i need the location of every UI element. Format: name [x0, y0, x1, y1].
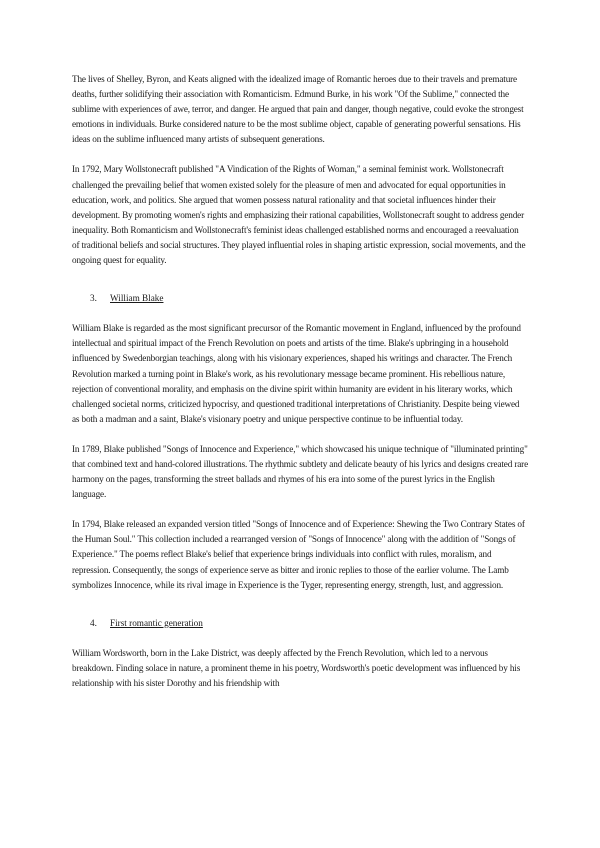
paragraph: William Wordsworth, born in the Lake District, was deeply affected by the French Revolution, which led to a nervous breakdown. Finding solace in nature, a prominent theme in his poetry, Wordsworth's poetic development was influenced by his relationship with his sister Dorothy and his friendship with: [72, 647, 521, 688]
section-title: First romantic generation: [110, 617, 203, 628]
paragraph: In 1792, Mary Wollstonecraft published "A Vindication of the Rights of Woman," a seminal feminist work. Wollstonecraft challenged the prevailing belief that women existed solely for the pleasure of men and advocated for equal opportunities in education, work, and politics. She argued that women possess natural rationality and that societal influences hinder their development. By promoting women's rights and emphasizing their rational capabilities, Wollstonecraft sought to address gender inequality. Both Romanticism and Wollstonecraft's feminist ideas challenged established norms and encouraged a reevaluation of traditional beliefs and social structures. They played influential roles in shaping artistic expression, social movements, and the ongoing quest for equality.: [72, 164, 526, 266]
paragraph: In 1794, Blake released an expanded version titled "Songs of Innocence and of Experience: Shewing the Two Contrary States of the Human Soul." This collection included a rearranged version of "Songs of Innocence" along with the addition of "Songs of Experience." The poems reflect Blake's belief that experience brings individuals into conflict with rules, moralism, and repression. Consequently, the songs of experience serve as bitter and ironic replies to those of the earlier volume. The Lamb symbolizes Innocence, while its rival image in Experience is the Tyger, representing energy, strength, lust, and aggression.: [72, 519, 525, 590]
paragraph: The lives of Shelley, Byron, and Keats aligned with the idealized image of Romantic heroes due to their travels and premature deaths, further solidifying their association with Romanticism. Edmund Burke, in his work "Of the Sublime," connected the sublime with experiences of awe, terror, and danger. He argued that pain and danger, though negative, could evoke the strongest emotions in individuals. Burke considered nature to be the most sublime object, capable of generating powerful sensations. His ideas on the sublime influenced many artists of subsequent generations.: [72, 74, 524, 145]
paragraph: In 1789, Blake published "Songs of Innocence and Experience," which showcased his unique technique of "illuminated printing" that combined text and hand-colored illustrations. The rhythmic subtlety and delicate beauty of his lyrics and designs created rare harmony on the pages, transforming the street ballads and rhymes of his era into some of the purest lyrics in the English language.: [72, 443, 528, 500]
paragraph: William Blake is regarded as the most significant precursor of the Romantic movement in England, influenced by the profound intellectual and spiritual impact of the French Revolution on poets and artists of the time. Blake's upbringing in a household influenced by Swedenborgian teachings, along with his visionary experiences, shaped his writings and character. The French Revolution marked a turning point in Blake's work, as his revolutionary message became prominent. His rebellious nature, rejection of conventional morality, and emphasis on the divine spirit within humanity are evident in his literary works, which challenged societal norms, criticized hypocrisy, and questioned traditional interpretations of Christianity. Despite being viewed as both a madman and a saint, Blake's visionary poetry and unique perspective continue to be influential today.: [72, 323, 521, 424]
section-number: 3.: [90, 293, 97, 304]
section-heading-first-romantic-generation: [90, 616, 528, 631]
section-number: 4.: [90, 617, 97, 628]
section-title: William Blake: [110, 293, 164, 304]
section-heading-william-blake: [90, 291, 528, 306]
document-body: [72, 72, 528, 706]
